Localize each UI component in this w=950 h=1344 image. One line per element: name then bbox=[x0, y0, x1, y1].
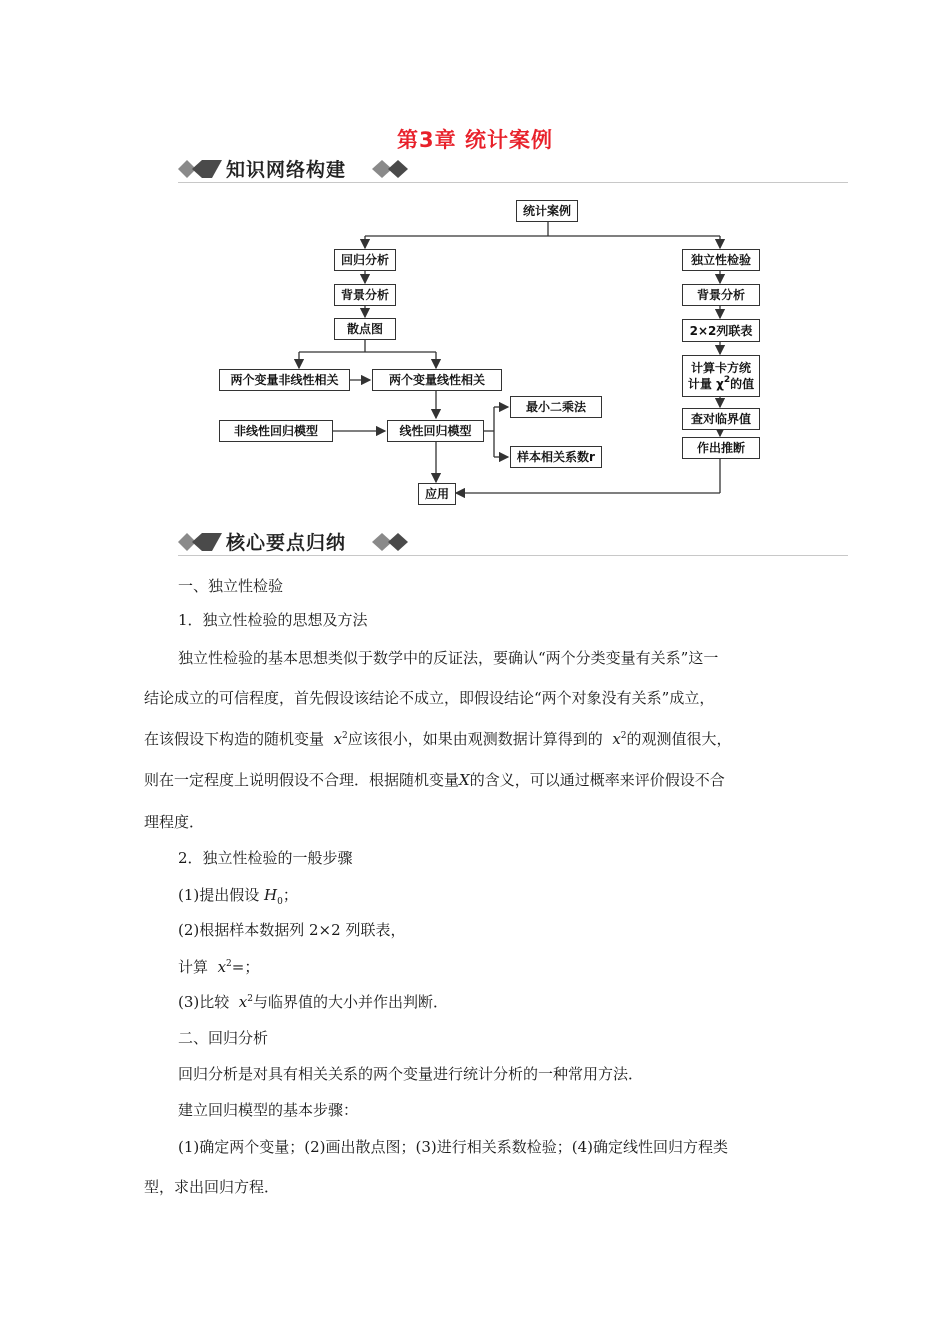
paragraph-line: 回归分析是对具有相关关系的两个变量进行统计分析的一种常用方法． bbox=[178, 1065, 644, 1083]
paragraph-line: 则在一定程度上说明假设不合理．根据随机变量X的含义，可以通过概率来评价假设不合 bbox=[144, 771, 725, 789]
subheading-method: 1．独立性检验的思想及方法 bbox=[178, 611, 368, 629]
node-critical-value: 查对临界值 bbox=[682, 408, 760, 430]
paragraph-line: 在该假设下构造的随机变量 $x^2$应该很小，如果由观测数据计算得到的 $x^2$的观测值很大， bbox=[144, 730, 732, 748]
section-title-key-points: 核心要点归纳 bbox=[226, 532, 347, 554]
paragraph-line: 独立性检验的基本思想类似于数学中的反证法，要确认“两个分类变量有关系”这一 bbox=[178, 649, 719, 667]
subheading-steps: 2．独立性检验的一般步骤 bbox=[178, 849, 353, 867]
node-background-right: 背景分析 bbox=[682, 284, 760, 306]
paragraph-line: 型，求出回归方程． bbox=[144, 1178, 280, 1196]
heading-independence: 一、独立性检验 bbox=[178, 577, 284, 595]
step-line: 计算 $x^2=$； bbox=[178, 958, 260, 976]
knowledge-network-connectors bbox=[0, 0, 950, 520]
paragraph-line: 理程度． bbox=[144, 813, 205, 831]
chapter-title: 第3章 统计案例 bbox=[397, 128, 553, 152]
paragraph-line: 建立回归模型的基本步骤： bbox=[178, 1101, 359, 1119]
node-nonlinear-relation: 两个变量非线性相关 bbox=[219, 369, 350, 391]
node-contingency-table: 2×2列联表 bbox=[682, 319, 760, 342]
step-line: (3)比较 $x^2$与临界值的大小并作出判断． bbox=[178, 993, 449, 1011]
diamond-ornament-left bbox=[178, 533, 224, 551]
node-independence-test: 独立性检验 bbox=[682, 249, 760, 271]
node-make-inference: 作出推断 bbox=[682, 437, 760, 459]
section-title-network: 知识网络构建 bbox=[226, 159, 347, 181]
diamond-ornament-right bbox=[370, 533, 410, 551]
node-background-left: 背景分析 bbox=[334, 284, 396, 306]
compute-line-2: 计量 $\chi^2$的值 bbox=[687, 375, 755, 391]
paragraph-line: (1)确定两个变量；(2)画出散点图；(3)进行相关系数检验；(4)确定线性回归方程类 bbox=[178, 1138, 728, 1156]
node-linear-relation: 两个变量线性相关 bbox=[372, 369, 502, 391]
node-least-squares: 最小二乘法 bbox=[510, 396, 602, 418]
node-compute-chi-square bbox=[682, 355, 760, 397]
step-line: (2)根据样本数据列 2×2 列联表， bbox=[178, 921, 406, 939]
node-scatter-plot: 散点图 bbox=[334, 318, 396, 340]
node-statistics-cases: 统计案例 bbox=[516, 200, 578, 222]
node-regression-analysis: 回归分析 bbox=[334, 249, 396, 271]
compute-line-1: 计算卡方统 bbox=[690, 361, 751, 375]
step-line: (1)提出假设 $H_0$； bbox=[178, 886, 298, 907]
node-application: 应用 bbox=[418, 483, 456, 505]
node-linear-model: 线性回归模型 bbox=[387, 420, 484, 442]
section-header-key-points bbox=[178, 526, 848, 556]
node-nonlinear-model: 非线性回归模型 bbox=[219, 420, 333, 442]
paragraph-line: 结论成立的可信程度，首先假设该结论不成立，即假设结论“两个对象没有关系”成立， bbox=[144, 689, 715, 707]
node-sample-correlation: 样本相关系数r bbox=[510, 446, 602, 468]
heading-regression: 二、回归分析 bbox=[178, 1029, 269, 1047]
